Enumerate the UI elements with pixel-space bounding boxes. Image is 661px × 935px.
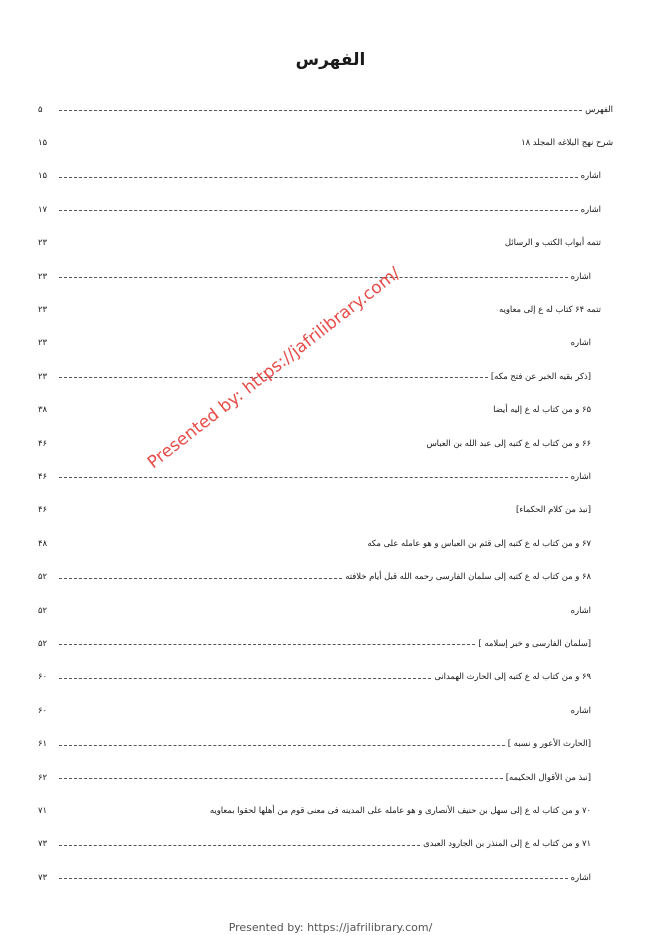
dot-leader (59, 845, 420, 846)
toc-entry-page: ۶۱ (38, 738, 47, 749)
toc-entry[interactable] (38, 860, 613, 893)
toc-entry-page: ۱۵ (38, 170, 47, 181)
toc-entry[interactable] (38, 393, 613, 426)
toc-entry-page: ۷۳ (38, 871, 47, 882)
toc-entry[interactable] (38, 726, 613, 759)
dot-leader (59, 878, 568, 879)
toc-entry-page: ۲۳ (38, 304, 47, 315)
toc-entry-page: ۴۶ (38, 437, 47, 448)
toc-entry-page: ۶۲ (38, 771, 47, 782)
toc-entry[interactable] (38, 92, 613, 125)
toc-entry[interactable] (38, 793, 613, 826)
toc-entry-label: [الحارث الأعور و نسبه ] (507, 738, 591, 749)
toc-entry-page: ۵ (38, 103, 43, 114)
toc-entry[interactable] (38, 626, 613, 659)
toc-entry-page: ۲۳ (38, 370, 47, 381)
watermark: Presented by: https://jafrilibrary.com/ (143, 263, 405, 473)
dot-leader (59, 177, 578, 178)
toc-entry-label: [نبذ من كلام الحكماء] (515, 504, 591, 515)
toc-entry-label: اشاره (570, 604, 591, 615)
toc-entry-label: ۷۰ و من كتاب له ع إلى سهل بن حنيف الأنصارى و هو عامله على المدينه فى معنى قوم من أهلها لحقوا بمعاويه (209, 804, 591, 815)
toc-entry-label: الفهرس (585, 103, 613, 114)
toc-entry-label: ۶۶ و من كتاب له ع كتبه إلى عبد الله بن العباس (426, 437, 591, 448)
toc-entry-label: اشاره (580, 170, 601, 181)
toc-entry-label: ۶۷ و من كتاب له ع كتبه إلى قثم بن العباس و هو عامله على مكه (367, 537, 591, 548)
toc-entry-page: ۴۶ (38, 504, 47, 515)
toc-entry-page: ۳۸ (38, 404, 47, 415)
dot-leader (59, 678, 431, 679)
table-of-contents (38, 92, 613, 893)
dot-leader (59, 745, 505, 746)
toc-entry[interactable] (38, 359, 613, 392)
toc-entry-label: اشاره (580, 203, 601, 214)
dot-leader (59, 110, 582, 111)
toc-entry-label: تتمه ۶۴ كتاب له ع إلى معاويه (499, 304, 601, 315)
toc-entry[interactable] (38, 693, 613, 726)
toc-entry-label: شرح نهج البلاغه المجلد ۱۸ (521, 137, 613, 148)
toc-entry[interactable] (38, 660, 613, 693)
dot-leader (59, 477, 568, 478)
toc-entry[interactable] (38, 559, 613, 592)
toc-entry[interactable] (38, 493, 613, 526)
toc-entry[interactable] (38, 593, 613, 626)
toc-entry[interactable] (38, 125, 613, 158)
toc-entry-page: ۲۳ (38, 270, 47, 281)
footer-text: Presented by: https://jafrilibrary.com/ (228, 921, 433, 934)
toc-entry-page: ۴۶ (38, 470, 47, 481)
toc-entry[interactable] (38, 459, 613, 492)
dot-leader (59, 644, 475, 645)
toc-entry-label: اشاره (570, 871, 591, 882)
dot-leader (59, 778, 503, 779)
toc-entry-label: اشاره (570, 270, 591, 281)
toc-entry[interactable] (38, 259, 613, 292)
toc-entry-page: ۲۳ (38, 337, 47, 348)
toc-entry-label: [سلمان الفارسى و خبر إسلامه ] (478, 637, 591, 648)
toc-entry-label: اشاره (570, 704, 591, 715)
toc-entry-label: ۶۵ و من كتاب له ع إليه أيضا (493, 404, 591, 415)
toc-entry-page: ۵۲ (38, 571, 47, 582)
toc-entry-label: ۶۸ و من كتاب له ع كتبه إلى سلمان الفارسى رحمه الله قبل أيام خلافته (345, 571, 591, 582)
toc-entry-page: ۵۲ (38, 637, 47, 648)
toc-entry[interactable] (38, 526, 613, 559)
toc-entry-label: [نبذ من الأقوال الحكيمه] (505, 771, 591, 782)
toc-entry[interactable] (38, 760, 613, 793)
toc-entry-label: ۶۹ و من كتاب له ع كتبه إلى الحارث الهمدانى (434, 671, 591, 682)
toc-entry-page: ۷۳ (38, 838, 47, 849)
toc-entry-page: ۱۵ (38, 137, 47, 148)
toc-entry-label: [ذكر بقيه الخبر عن فتح مكه] (490, 370, 591, 381)
toc-entry-label: ۷۱ و من كتاب له ع إلى المنذر بن الجارود العبدى (423, 838, 591, 849)
dot-leader (59, 277, 568, 278)
toc-entry-label: تتمه أبواب الكتب و الرسائل (504, 237, 601, 248)
toc-entry-page: ۱۷ (38, 203, 47, 214)
dot-leader (59, 210, 578, 211)
toc-entry[interactable] (38, 159, 613, 192)
toc-entry-page: ۶۰ (38, 671, 47, 682)
toc-entry-label: اشاره (570, 470, 591, 481)
toc-entry-page: ۶۰ (38, 704, 47, 715)
page-title: الفهرس (295, 50, 366, 70)
toc-entry-label: اشاره (570, 337, 591, 348)
toc-entry-page: ۲۳ (38, 237, 47, 248)
toc-entry-page: ۴۸ (38, 537, 47, 548)
toc-entry[interactable] (38, 827, 613, 860)
toc-entry-page: ۵۲ (38, 604, 47, 615)
toc-entry[interactable] (38, 226, 613, 259)
toc-entry[interactable] (38, 426, 613, 459)
dot-leader (59, 578, 342, 579)
toc-entry-page: ۷۱ (38, 804, 47, 815)
toc-entry[interactable] (38, 192, 613, 225)
